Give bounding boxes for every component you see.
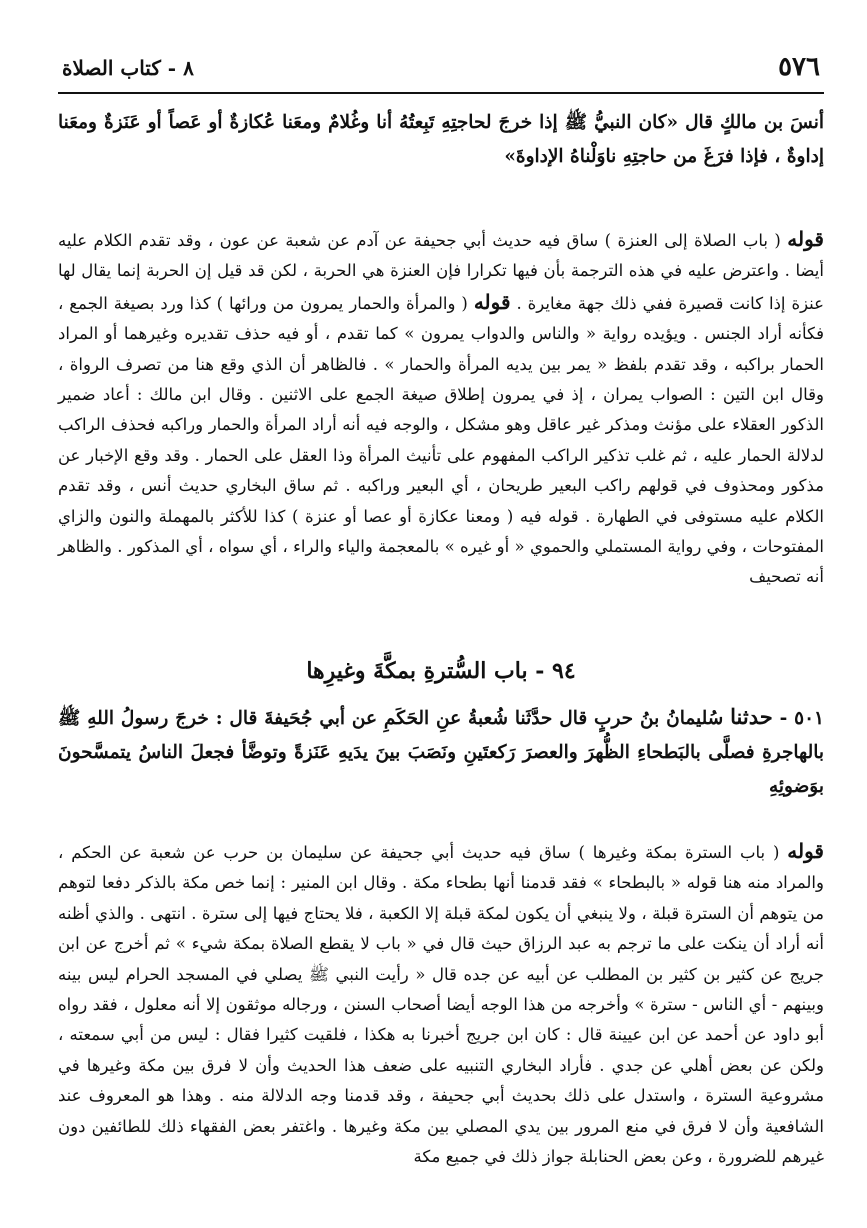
hadith-501 bbox=[58, 700, 824, 804]
commentary-text: ( باب السترة بمكة وغيرها ) ساق فيه حديث أبي جحيفة عن سليمان بن حرب عن شعبة عن الحكم ، والمراد منه هنا قوله « بالبطحاء » فقد قدمنا أنها بطحاء مكة . وقال ابن المنير : إنما خص مكة بالذكر دفعا لتوهم من يتوهم أن السترة قبلة ، ولا ينبغي أن يكون لمكة قبلة إلا الكعبة ، فلا يحتاج فيها إلى سترة . انتهى . والذي أظنه أنه أراد أن ينكت على ما ترجم به عبد الرزاق حيث قال في « باب لا يقطع الصلاة بمكة شيء » ثم أخرج عن ابن جريج عن كثير بن كثير بن المطلب عن أبيه عن جده قال « رأيت النبي ﷺ يصلي في المسجد الحرام ليس بينه وبينهم - أي الناس - سترة » وأخرجه من هذا الوجه أيضا أصحاب السنن ، ورجاله موثقون إلا أنه معلول ، فقد رواه أبو داود عن أحمد عن ابن عيينة قال : كان ابن جريج أخبرنا به هكذا ، فلقيت كثيرا فقال : ليس من أبي سمعته ، ولكن عن بعض أهلي عن جدي . فأراد البخاري التنبيه على ضعف هذا الحديث وأن لا فرق بين مكة وغيرها في مشروعية السترة ، واستدل على ذلك بحديث أبي جحيفة ، وقد قدمنا وجه الدلالة منه . وهذا هو المعروف عند الشافعية وأن لا فرق في منع المرور بين يدي المصلي بين مكة وغيرها . واغتفر بعض الفقهاء ذلك للطائفين دون غيرهم للضرورة ، وعن بعض الحنابلة جواز ذلك في جميع مكة bbox=[58, 843, 824, 1167]
commentary-paragraph-2 bbox=[58, 836, 824, 1172]
commentary-paragraph-1 bbox=[58, 224, 824, 593]
book-title: ٨ - كتاب الصلاة bbox=[62, 56, 194, 80]
hadith-number: ٥٠١ - bbox=[779, 708, 824, 729]
hadith-text: سُليمانُ بنُ حربٍ قال حدَّثَنا شُعبةُ عنِ الحَكَمِ عن أبي جُحَيفةَ قال : خرجَ رسولُ اللهِ ﷺ بالهاجرةِ فصلَّى بالبَطحاءِ الظُّهرَ والعصرَ رَكعتَينِ ونَصَبَ بينَ يدَيهِ عَنَزةً وتوضَّأ فجعلَ الناسُ يتمسَّحونَ بوَضوئِهِ bbox=[58, 708, 824, 797]
commentary-text: ( باب الصلاة إلى العنزة ) ساق فيه حديث أبي جحيفة عن آدم عن شعبة عن عون ، وقد تقدم الكلام عليه أيضا . واعترض عليه في هذه الترجمة بأن فيها تكرارا فإن العنزة هي الحربة ، لكن قد قيل إن الحربة إنما يقال لها عنزة إذا كانت قصيرة ففي ذلك جهة مغايرة . bbox=[58, 231, 825, 313]
haddatha-word: حدثنا bbox=[730, 704, 773, 729]
commentary-keyword: قوله bbox=[787, 227, 824, 251]
page-number: ٥٧٦ bbox=[778, 52, 820, 82]
hadith-continuation: أنسَ بن مالكٍ قال «كان النبيُّ ﷺ إذا خرجَ لحاجتِهِ تَبِعتُهُ أنا وغُلامٌ ومعَنا عُكازةٌ أو عَصاً أو عَنَزةٌ ومعَنا إداوةٌ ، فإذا فرَغَ من حاجتِهِ ناوَلْناهُ الإداوةَ» bbox=[58, 112, 824, 167]
book-page bbox=[58, 48, 824, 1208]
commentary-keyword: قوله bbox=[473, 289, 511, 314]
chapter-heading: ٩٤ - باب السُّترةِ بمكَّةَ وغيرِها bbox=[306, 658, 576, 684]
commentary-keyword: قوله bbox=[787, 839, 824, 863]
commentary-text: ( والمرأة والحمار يمرون من ورائها ) كذا ورد بصيغة الجمع ، فكأنه أراد الجنس . ويؤيده رواية « والناس والدواب يمرون » كما تقدم ، أو فيه حذف تقديره وغيرهما أو المراد الحمار براكبه ، وقد تقدم بلفظ « يمر بين يديه المرأة والحمار » . فالظاهر أن الذي وقع هنا من تصرف الرواة ، وقال ابن التين : الصواب يمران ، إذ في يمرون إطلاق صيغة الجمع على الاثنين . وقال ابن مالك : أعاد ضمير الذكور العقلاء على مؤنث ومذكر غير عاقل وهو مشكل ، والوجه فيه أنه أراد المرأة والحمار وراكبه فحذف الراكب لدلالة الحمار عليه ، ثم غلب تذكير الراكب المفهوم على تأنيث المرأة وذا العقل على الحمار . وقد وقع الإخبار عن مذكور ومحذوف في قولهم راكب البعير طريحان ، أي البعير وراكبه . ثم ساق البخاري حديث أنس ، وقد تقدم الكلام عليه مستوفى في الطهارة . قوله فيه ( ومعنا عكازة أو عصا أو عنزة ) كذا للأكثر بالمهملة والنون والزاي المفتوحات ، وفي رواية المستملي والحموي « أو غيره » بالمعجمة والياء والراء ، أي سواه ، أي المذكور . والظاهر أنه تصحيف bbox=[58, 293, 824, 587]
page-header bbox=[58, 48, 824, 94]
